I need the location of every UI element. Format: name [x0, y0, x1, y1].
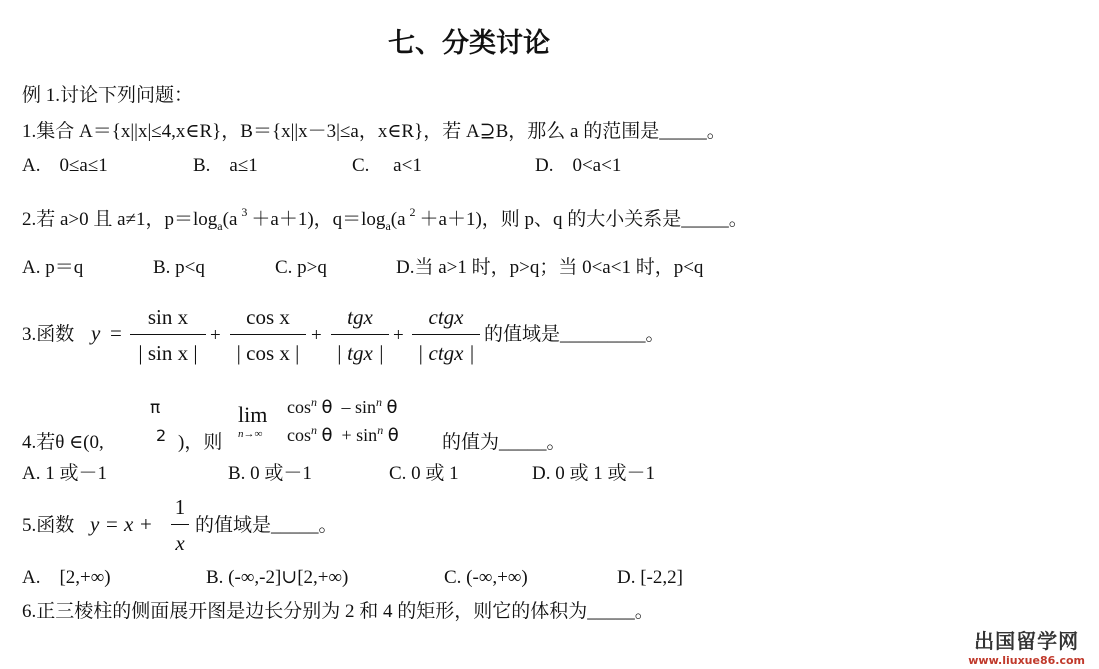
q4-two: 2 — [156, 426, 167, 445]
q4-lim: lim — [238, 402, 268, 427]
q1-option-d: D. 0<a<1 — [535, 155, 622, 176]
q3-plus-3: + — [393, 325, 404, 346]
q5-option-a: A. [2,+∞) — [22, 567, 111, 588]
q5-expression: y = x + — [90, 512, 153, 536]
question-5-prefix: 5.函数 — [22, 515, 75, 536]
q3-frac1-den: | sin x | — [138, 341, 198, 365]
question-3-prefix: 3.函数 — [22, 324, 75, 345]
q4-pi: π — [150, 398, 161, 418]
q3-equals: = — [110, 321, 122, 345]
q3-frac2-num: cos x — [246, 305, 290, 329]
page-title: 七、分类讨论 — [388, 28, 550, 59]
q3-frac1-line — [130, 334, 206, 335]
question-4-then: )，则 — [178, 432, 223, 453]
q5-frac-den: x — [175, 531, 185, 555]
example-heading: 例 1.讨论下列问题： — [22, 85, 194, 106]
q3-frac4-num: ctgx — [428, 305, 464, 329]
q4-option-b: B. 0 或－1 — [228, 463, 312, 484]
q4-denominator: $\cos^n \theta + \sin^n \theta$ — [287, 423, 399, 446]
question-6-text: 6.正三棱柱的侧面展开图是边长分别为 2 和 4 的矩形，则它的体积为_____。 — [22, 601, 654, 622]
q5-option-c: C. (-∞,+∞) — [444, 567, 528, 588]
watermark-title: 出国留学网 — [974, 629, 1080, 653]
q3-frac3-line — [331, 334, 389, 335]
q1-option-a: A. 0≤a≤1 — [22, 155, 108, 176]
q2-option-d: D.当 a>1 时，p>q；当 0<a<1 时，p<q — [396, 257, 704, 278]
q3-plus-1: + — [210, 325, 221, 346]
q2-option-c: C. p>q — [275, 257, 327, 278]
watermark-logo — [968, 625, 1085, 667]
q3-frac2-den: | cos x | — [236, 341, 300, 365]
q3-frac4-line — [412, 334, 480, 335]
q4-numerator: $\cos^n \theta - \sin^n \theta$ — [287, 395, 398, 418]
q1-option-b: B. a≤1 — [193, 155, 258, 176]
question-4-prefix: 4.若θ ∈(0, — [22, 432, 104, 453]
watermark-url: www.liuxue86.com — [968, 654, 1085, 667]
q3-plus-2: + — [311, 325, 322, 346]
question-3-suffix: 的值域是_________。 — [484, 324, 665, 345]
q3-frac4-den: | ctgx | — [417, 341, 475, 365]
question-4-suffix: 的值为_____。 — [442, 432, 566, 453]
q4-lim-sub: n→∞ — [238, 428, 263, 440]
q2-option-b: B. p<q — [153, 257, 205, 278]
q3-y: y — [91, 321, 101, 345]
q2-option-a: A. p＝q — [22, 257, 84, 278]
question-5-suffix: 的值域是_____。 — [195, 515, 338, 536]
q5-option-d: D. [-2,2] — [617, 567, 683, 588]
q4-option-c: C. 0 或 1 — [389, 463, 459, 484]
q5-frac-line — [171, 524, 189, 525]
q3-frac2-line — [230, 334, 306, 335]
q5-option-b: B. (-∞,-2]∪[2,+∞) — [206, 567, 349, 588]
q5-frac-num: 1 — [174, 495, 186, 519]
q4-option-d: D. 0 或 1 或－1 — [532, 463, 655, 484]
q3-frac1-num: sin x — [147, 305, 189, 329]
q1-option-c: C. a<1 — [352, 155, 422, 176]
q4-option-a: A. 1 或－1 — [22, 463, 107, 484]
q3-frac3-num: tgx — [347, 305, 373, 329]
question-1-text: 1.集合 A＝{x||x|≤4,x∈R}，B＝{x||x－3|≤a，x∈R}，若 A⊇B，那么 a 的范围是_____。 — [22, 121, 726, 142]
q3-frac3-den: | tgx | — [336, 341, 384, 365]
question-2-text: 2.若 a>0 且 a≠1，$p=\log_a(a$ $^3$ ＋a＋1)，$q=\log_a(a$ $^2$ ＋a＋1)，则 p、q 的大小关系是_____。 — [22, 205, 748, 233]
